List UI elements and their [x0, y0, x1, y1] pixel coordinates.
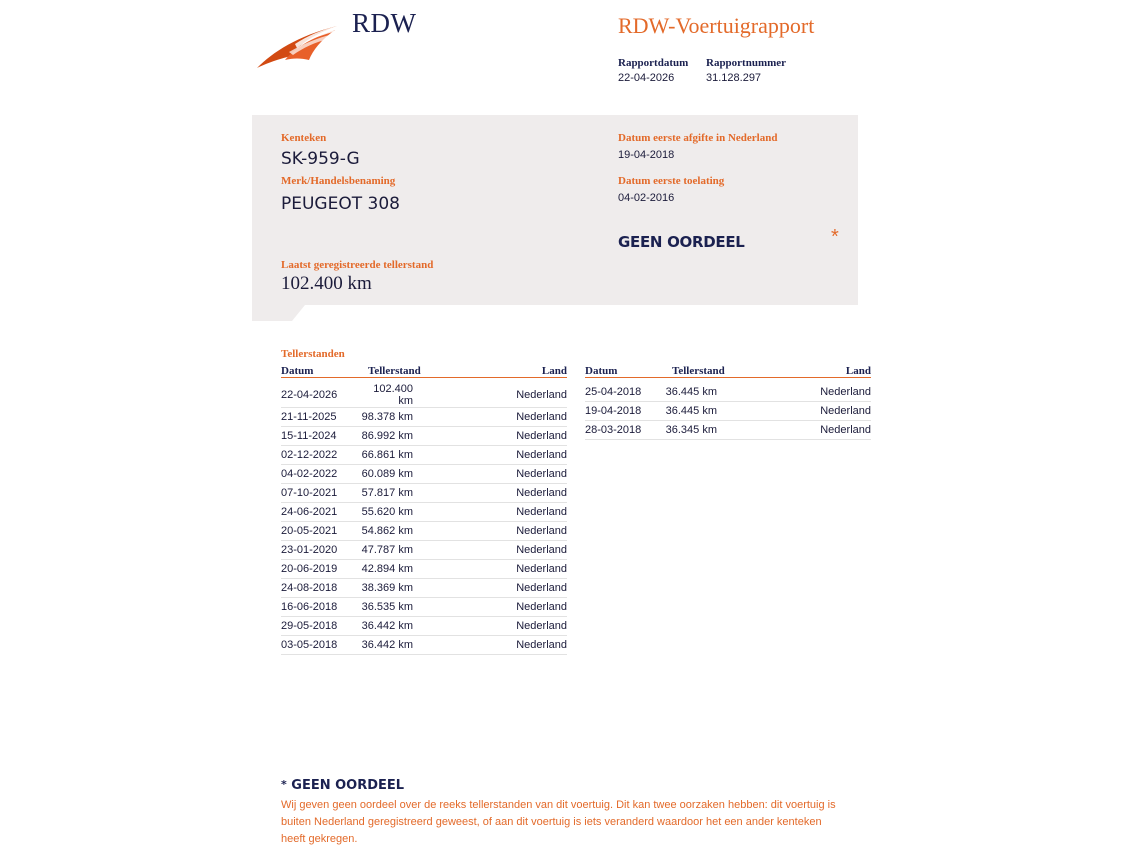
- cell-date: 29-05-2018: [281, 617, 361, 636]
- cell-reading: 36.442 km: [361, 636, 423, 655]
- first-issue-nl-label: Datum eerste afgifte in Nederland: [618, 132, 778, 144]
- cell-date: 16-06-2018: [281, 598, 361, 617]
- plate-value: SK-959-G: [281, 149, 360, 169]
- col-header-country: Land: [423, 364, 567, 378]
- footnote-text: Wij geven geen oordeel over de reeks tellerstanden van dit voertuig. Dit kan twee oorzaken hebben: dit voertuig is buiten Nederland geregistreerd geweest, of aan dit voertuig is iets veranderd waardoor het een ander kenteken heeft gekregen.: [281, 799, 836, 845]
- table-row: [281, 427, 567, 446]
- report-number: 31.128.297: [706, 72, 762, 84]
- org-name: RDW: [352, 8, 417, 38]
- make-value: PEUGEOT 308: [281, 194, 400, 214]
- cell-date: 19-04-2018: [585, 402, 665, 421]
- col-header-country: Land: [727, 364, 871, 378]
- cell-country: Nederland: [423, 427, 567, 446]
- panel-notch: [252, 305, 305, 321]
- table-row: [585, 383, 871, 402]
- cell-date: 07-10-2021: [281, 484, 361, 503]
- odometer-section-title: Tellerstanden: [281, 348, 345, 360]
- cell-reading: 60.089 km: [361, 465, 423, 484]
- cell-date: 02-12-2022: [281, 446, 361, 465]
- first-admission-value: 04-02-2016: [618, 192, 675, 204]
- cell-country: Nederland: [423, 522, 567, 541]
- cell-date: 15-11-2024: [281, 427, 361, 446]
- cell-date: 24-06-2021: [281, 503, 361, 522]
- cell-country: Nederland: [727, 421, 871, 440]
- col-header-reading: Tellerstand: [665, 364, 727, 378]
- cell-date: 20-05-2021: [281, 522, 361, 541]
- cell-reading: 36.445 km: [665, 383, 727, 402]
- rdw-logo-icon: [255, 22, 340, 70]
- cell-date: 04-02-2022: [281, 465, 361, 484]
- cell-date: 24-08-2018: [281, 579, 361, 598]
- table-row: [281, 541, 567, 560]
- table-row: [281, 522, 567, 541]
- cell-country: Nederland: [423, 484, 567, 503]
- footnote-title: [281, 778, 404, 793]
- cell-country: Nederland: [423, 503, 567, 522]
- cell-country: Nederland: [423, 446, 567, 465]
- col-header-date: Datum: [585, 364, 665, 378]
- table-row: [281, 579, 567, 598]
- table-row: [585, 421, 871, 440]
- table-row: [281, 560, 567, 579]
- cell-reading: 47.787 km: [361, 541, 423, 560]
- cell-date: 21-11-2025: [281, 408, 361, 427]
- first-admission-label: Datum eerste toelating: [618, 175, 725, 187]
- table-row: [281, 484, 567, 503]
- cell-country: Nederland: [423, 579, 567, 598]
- table-row: [281, 503, 567, 522]
- odometer-table-left: [281, 364, 567, 655]
- cell-date: 28-03-2018: [585, 421, 665, 440]
- footnote-asterisk: *: [281, 778, 287, 791]
- cell-reading: 36.442 km: [361, 617, 423, 636]
- plate-label: Kenteken: [281, 132, 327, 144]
- table-row: [281, 408, 567, 427]
- cell-country: Nederland: [727, 402, 871, 421]
- report-date-label: Rapportdatum: [618, 57, 689, 69]
- make-label: Merk/Handelsbenaming: [281, 175, 396, 187]
- cell-country: Nederland: [423, 636, 567, 655]
- odometer-table-right: [585, 364, 871, 440]
- cell-reading: 102.400 km: [361, 383, 423, 408]
- cell-date: 23-01-2020: [281, 541, 361, 560]
- col-header-reading: Tellerstand: [361, 364, 423, 378]
- cell-date: 22-04-2026: [281, 383, 361, 408]
- cell-reading: 36.535 km: [361, 598, 423, 617]
- cell-reading: 42.894 km: [361, 560, 423, 579]
- col-header-date: Datum: [281, 364, 361, 378]
- table-row: [585, 402, 871, 421]
- table-row: [281, 636, 567, 655]
- cell-country: Nederland: [423, 541, 567, 560]
- cell-date: 20-06-2019: [281, 560, 361, 579]
- cell-country: Nederland: [423, 560, 567, 579]
- cell-date: 25-04-2018: [585, 383, 665, 402]
- first-issue-nl-value: 19-04-2018: [618, 149, 675, 161]
- cell-reading: 86.992 km: [361, 427, 423, 446]
- cell-reading: 98.378 km: [361, 408, 423, 427]
- cell-reading: 57.817 km: [361, 484, 423, 503]
- table-row: [281, 383, 567, 408]
- cell-reading: 54.862 km: [361, 522, 423, 541]
- table-row: [281, 598, 567, 617]
- cell-country: Nederland: [423, 408, 567, 427]
- footnote-title-text: GEEN OORDEEL: [291, 778, 405, 793]
- cell-country: Nederland: [727, 383, 871, 402]
- cell-reading: 36.445 km: [665, 402, 727, 421]
- cell-reading: 66.861 km: [361, 446, 423, 465]
- table-row: [281, 446, 567, 465]
- cell-country: Nederland: [423, 383, 567, 408]
- cell-date: 03-05-2018: [281, 636, 361, 655]
- table-row: [281, 617, 567, 636]
- table-row: [281, 465, 567, 484]
- last-odometer-label: Laatst geregistreerde tellerstand: [281, 259, 434, 271]
- verdict-asterisk: *: [831, 226, 839, 248]
- cell-reading: 36.345 km: [665, 421, 727, 440]
- cell-reading: 55.620 km: [361, 503, 423, 522]
- cell-country: Nederland: [423, 598, 567, 617]
- cell-country: Nederland: [423, 617, 567, 636]
- cell-reading: 38.369 km: [361, 579, 423, 598]
- cell-country: Nederland: [423, 465, 567, 484]
- report-number-label: Rapportnummer: [706, 57, 787, 69]
- report-date: 22-04-2026: [618, 72, 675, 84]
- last-odometer-value: 102.400 km: [281, 273, 372, 294]
- verdict-label: GEEN OORDEEL: [618, 233, 745, 251]
- report-title: RDW-Voertuigrapport: [618, 13, 815, 38]
